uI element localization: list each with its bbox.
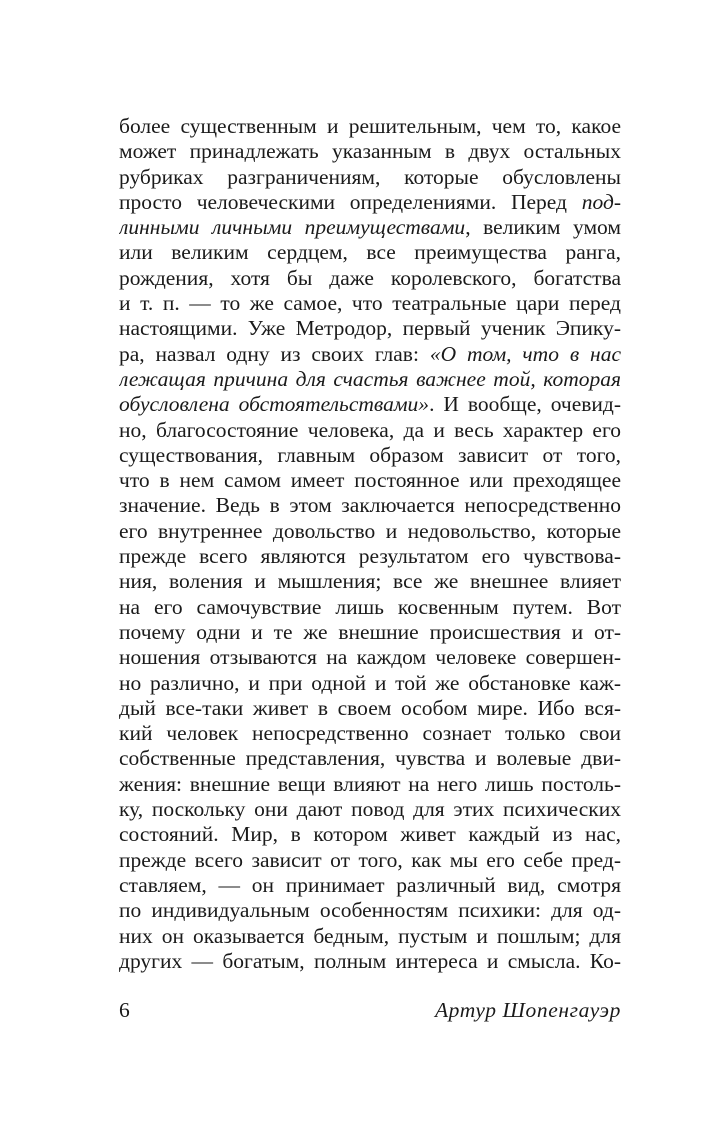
text-segment: на его самочувствие лишь косвенным путем. Вот xyxy=(119,594,621,619)
text-segment: или великим сердцем, все преимущества ранга, xyxy=(119,240,621,265)
text-segment: ра, назвал одну из своих глав: xyxy=(119,341,430,366)
text-line xyxy=(119,949,621,974)
text-line xyxy=(119,114,621,139)
italic-text-segment: под- xyxy=(581,189,621,214)
text-line xyxy=(119,898,621,923)
text-segment: настоящими. Уже Метродор, первый ученик Эпику- xyxy=(119,316,621,341)
text-segment: прежде всего являются результатом его чувствова- xyxy=(119,544,621,569)
page-footer xyxy=(119,996,621,1024)
text-segment: ставляем, — он принимает различный вид, смотря xyxy=(119,872,621,897)
text-line xyxy=(119,367,621,392)
text-line xyxy=(119,519,621,544)
text-segment: кий человек непосредственно сознает только свои xyxy=(119,721,621,746)
text-segment: ния, воления и мышления; все же внешнее влияет xyxy=(119,569,621,594)
text-line xyxy=(119,848,621,873)
text-line xyxy=(119,721,621,746)
text-line xyxy=(119,240,621,265)
text-segment: его внутреннее довольство и недовольство, которые xyxy=(119,518,621,543)
text-segment: жения: внешние вещи влияют на него лишь постоль- xyxy=(119,771,621,796)
text-line xyxy=(119,924,621,949)
text-segment: более существенным и решительным, чем то, какое xyxy=(119,114,621,138)
text-line xyxy=(119,342,621,367)
text-segment: рубриках разграничениям, которые обусловлены xyxy=(119,164,621,189)
text-line xyxy=(119,544,621,569)
text-line xyxy=(119,620,621,645)
text-segment: но различно, и при одной и той же обстановке каж- xyxy=(119,670,621,695)
italic-text-segment: «О том, что в нас xyxy=(429,341,621,366)
text-line xyxy=(119,291,621,316)
italic-text-segment: лежащая причина для счастья важнее той, которая xyxy=(119,366,621,391)
text-line xyxy=(119,645,621,670)
text-line xyxy=(119,569,621,594)
text-line xyxy=(119,468,621,493)
text-line xyxy=(119,266,621,291)
text-segment: но, благосостояние человека, да и весь характер его xyxy=(119,417,621,442)
body-text xyxy=(119,114,621,974)
running-author: Артур Шопенгауэр xyxy=(434,998,621,1022)
text-line xyxy=(119,822,621,847)
page-number: 6 xyxy=(119,998,130,1022)
text-segment: . И вообще, очевид- xyxy=(429,392,621,417)
text-line xyxy=(119,418,621,443)
text-segment: по индивидуальным особенностям психики: для од- xyxy=(119,898,621,923)
text-segment: рождения, хотя бы даже королевского, богатства xyxy=(119,265,621,290)
text-segment: ношения отзываются на каждом человеке совершен- xyxy=(119,645,621,670)
text-segment: собственные представления, чувства и волевые дви- xyxy=(119,746,621,771)
text-line xyxy=(119,873,621,898)
text-line xyxy=(119,772,621,797)
text-line xyxy=(119,139,621,164)
text-line xyxy=(119,493,621,518)
text-segment: просто человеческими определениями. Перед xyxy=(119,189,582,214)
text-segment: , великим умом xyxy=(465,215,621,240)
text-line xyxy=(119,392,621,417)
text-segment: что в нем самом имеет постоянное или преходящее xyxy=(119,468,621,493)
text-segment: прежде всего зависит от того, как мы его себе пред- xyxy=(119,847,621,872)
text-line xyxy=(119,316,621,341)
text-segment: может принадлежать указанным в двух остальных xyxy=(119,139,621,164)
text-line xyxy=(119,797,621,822)
text-line xyxy=(119,190,621,215)
text-line xyxy=(119,746,621,771)
text-segment: других — богатым, полным интереса и смысла. Ко- xyxy=(119,948,621,973)
text-segment: и т. п. — то же самое, что театральные цари перед xyxy=(119,291,621,316)
text-segment: почему одни и те же внешние происшествия и от- xyxy=(119,619,621,644)
text-line xyxy=(119,215,621,240)
text-line xyxy=(119,595,621,620)
text-line xyxy=(119,696,621,721)
text-line xyxy=(119,165,621,190)
text-segment: состояний. Мир, в котором живет каждый из нас, xyxy=(119,822,621,847)
text-line xyxy=(119,671,621,696)
text-line xyxy=(119,443,621,468)
text-segment: ку, поскольку они дают повод для этих психических xyxy=(119,797,621,822)
text-segment: значение. Ведь в этом заключается непосредственно xyxy=(119,493,621,518)
text-segment: них он оказывается бедным, пустым и пошлым; для xyxy=(119,923,621,948)
text-segment: дый все-таки живет в своем особом мире. Ибо вся- xyxy=(119,695,621,720)
italic-text-segment: линными личными преимуществами xyxy=(119,215,466,240)
italic-text-segment: обусловлена обстоятельствами» xyxy=(119,392,430,417)
text-segment: существования, главным образом зависит от того, xyxy=(119,442,621,467)
